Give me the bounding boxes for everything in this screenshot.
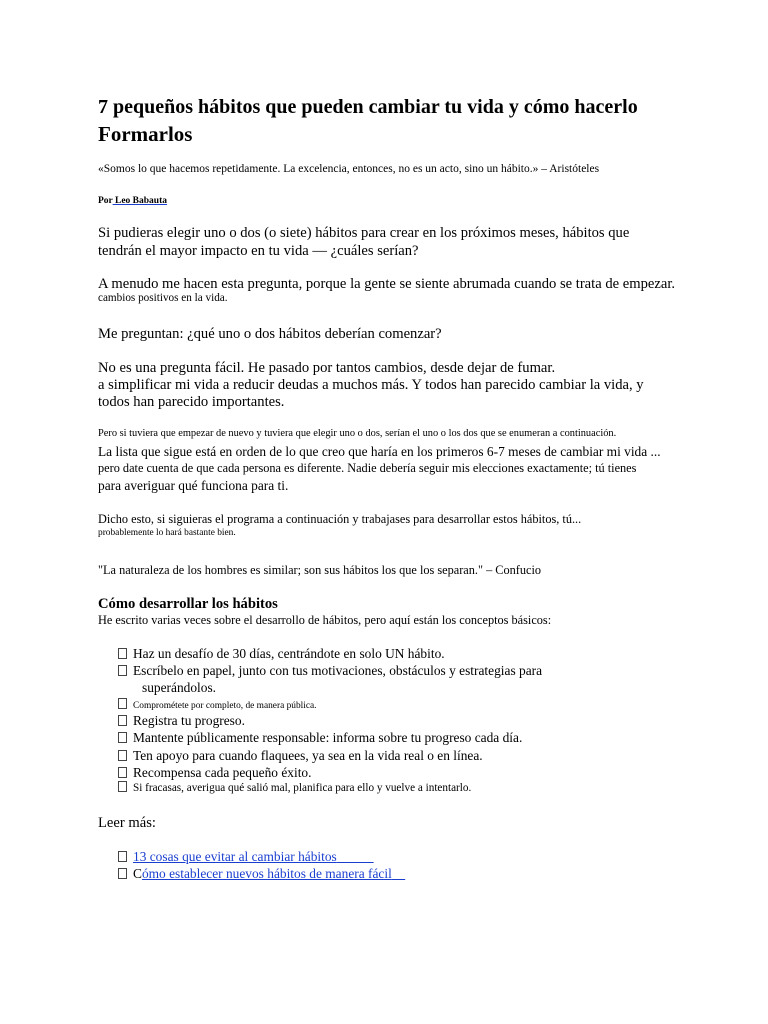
checkbox-icon xyxy=(118,698,127,709)
list-item: Haz un desafío de 30 días, centrándote en solo UN hábito. xyxy=(118,646,445,661)
byline-prefix: Por xyxy=(98,196,113,206)
related-link-2[interactable]: ómo establecer nuevos hábitos de manera fácil xyxy=(141,866,392,881)
list-item: Ten apoyo para cuando flaquees, ya sea en la vida real o en línea. xyxy=(118,748,483,763)
checkbox-icon xyxy=(118,732,127,743)
list-item: Escríbelo en papel, junto con tus motivaciones, obstáculos y estrategias para xyxy=(118,663,542,678)
title-line-2: Formarlos xyxy=(98,122,193,146)
list-item: Comprométete por completo, de manera pública. xyxy=(118,698,317,712)
list-item: Mantente públicamente responsable: informa sobre tu progreso cada día. xyxy=(118,730,522,745)
paragraph-5-line-2: La lista que sigue está en orden de lo que creo que haría en los primeros 6-7 meses de cambiar mi vida ... xyxy=(98,444,661,459)
paragraph-1-line-1: Si pudieras elegir uno o dos (o siete) hábitos para crear en los próximos meses, hábitos que xyxy=(98,225,630,241)
paragraph-2-line-1: A menudo me hacen esta pregunta, porque la gente se siente abrumada cuando se trata de empezar. xyxy=(98,276,676,292)
related-link-1[interactable]: 13 cosas que evitar al cambiar hábitos xyxy=(133,849,337,864)
list-item-continuation: superándolos. xyxy=(142,680,217,695)
paragraph-5-line-1: Pero si tuviera que empezar de nuevo y tuviera que elegir uno o dos, serían el uno o los dos que se enumeran a continuación. xyxy=(98,428,617,439)
link-2-prefix: C xyxy=(133,866,142,881)
paragraph-6-line-1: Dicho esto, si siguieras el programa a continuación y trabajases para desarrollar estos hábitos, tú... xyxy=(98,512,582,526)
checkbox-icon xyxy=(118,767,127,778)
read-more-label: Leer más: xyxy=(98,815,156,831)
paragraph-1-line-2: tendrán el mayor impacto en tu vida — ¿cuáles serían? xyxy=(98,243,419,259)
checkbox-icon xyxy=(118,851,127,862)
checkbox-icon xyxy=(118,781,127,792)
checkbox-icon xyxy=(118,750,127,761)
list-item: Registra tu progreso. xyxy=(118,713,245,728)
checkbox-icon xyxy=(118,665,127,676)
paragraph-2-line-2: cambios positivos en la vida. xyxy=(98,292,228,304)
confucius-quote: "La naturaleza de los hombres es similar; son sus hábitos los que los separan." – Confucio xyxy=(98,563,542,577)
paragraph-5-line-4: para averiguar qué funciona para ti. xyxy=(98,478,289,493)
read-more-item-2 xyxy=(118,866,405,881)
list-item: Si fracasas, averigua qué salió mal, planifica para ello y vuelve a intentarlo. xyxy=(118,781,471,795)
paragraph-5-line-3: pero date cuenta de que cada persona es diferente. Nadie debería seguir mis elecciones exactamente; tú tienes xyxy=(98,461,637,475)
epigraph-quote: «Somos lo que hacemos repetidamente. La excelencia, entonces, no es un acto, sino un hábito.» – Aristóteles xyxy=(98,163,600,175)
section-intro: He escrito varias veces sobre el desarrollo de hábitos, pero aquí están los conceptos básicos: xyxy=(98,613,552,627)
checkbox-icon xyxy=(118,648,127,659)
paragraph-4-line-1: No es una pregunta fácil. He pasado por tantos cambios, desde dejar de fumar. xyxy=(98,360,556,376)
checkbox-icon xyxy=(118,868,127,879)
paragraph-4-line-3: todos han parecido importantes. xyxy=(98,394,285,410)
checkbox-icon xyxy=(118,715,127,726)
section-heading: Cómo desarrollar los hábitos xyxy=(98,596,278,612)
paragraph-4-line-2: a simplificar mi vida a reducir deudas a muchos más. Y todos han parecido cambiar la vida, y xyxy=(98,377,644,393)
list-item: Recompensa cada pequeño éxito. xyxy=(118,765,311,780)
author-name[interactable]: Leo Babauta xyxy=(112,196,167,206)
byline xyxy=(98,196,167,207)
title-line-1: 7 pequeños hábitos que pueden cambiar tu vida y cómo hacerlo xyxy=(98,96,638,118)
paragraph-3: Me preguntan: ¿qué uno o dos hábitos deberían comenzar? xyxy=(98,326,442,342)
read-more-item-1 xyxy=(118,849,374,864)
paragraph-6-line-2: probablemente lo hará bastante bien. xyxy=(98,528,236,538)
